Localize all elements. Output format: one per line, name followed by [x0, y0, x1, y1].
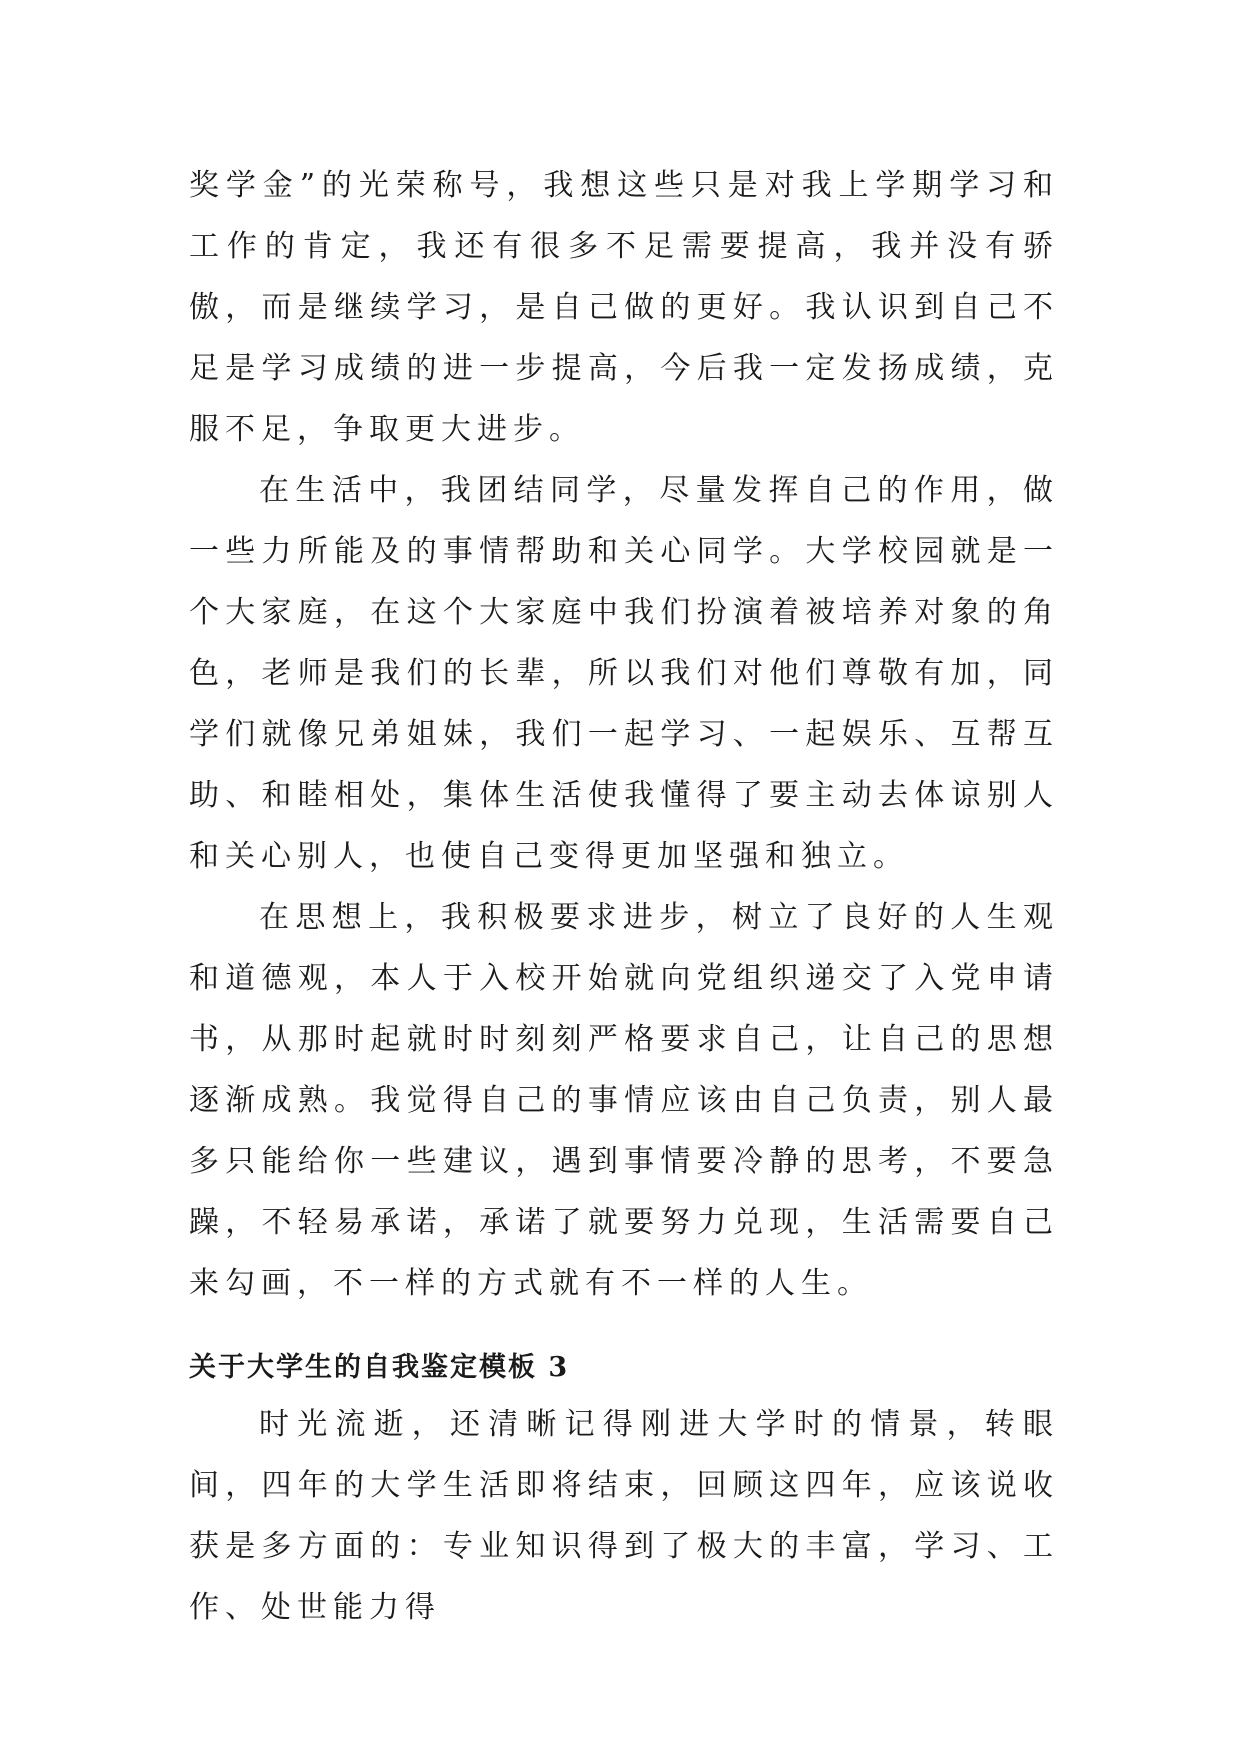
paragraph-life: 在生活中，我团结同学，尽量发挥自己的作用，做一些力所能及的事情帮助和关心同学。大学校园就是一个大家庭，在这个大家庭中我们扮演着被培养对象的角色，老师是我们的长辈，所以我们对他们尊敬有加，同学们就像兄弟姐妹，我们一起学习、一起娱乐、互帮互助、和睦相处，集体生活使我懂得了要主动去体谅别人和关心别人，也使自己变得更加坚强和独立。: [189, 473, 1059, 874]
paragraph-thought: 在思想上，我积极要求进步，树立了良好的人生观和道德观，本人于入校开始就向党组织递交了入党申请书，从那时起就时时刻刻严格要求自己，让自己的思想逐渐成熟。我觉得自己的事情应该由自己负责，别人最多只能给你一些建议，遇到事情要冷静的思考，不要急躁，不轻易承诺，承诺了就要努力兑现，生活需要自己来勾画，不一样的方式就有不一样的人生。: [189, 900, 1059, 1301]
document-body: [189, 155, 1059, 1638]
paragraph-time-passing: 时光流逝，还清晰记得刚进大学时的情景，转眼间，四年的大学生活即将结束，回顾这四年，应该说收获是多方面的：专业知识得到了极大的丰富，学习、工作、处世能力得: [189, 1407, 1059, 1625]
paragraph-scholarship: 奖学金”的光荣称号，我想这些只是对我上学期学习和工作的肯定，我还有很多不足需要提高，我并没有骄傲，而是继续学习，是自己做的更好。我认识到自己不足是学习成绩的进一步提高，今后我一定发扬成绩，克服不足，争取更大进步。: [189, 168, 1059, 447]
section-heading: 关于大学生的自我鉴定模板 3: [189, 1352, 570, 1383]
